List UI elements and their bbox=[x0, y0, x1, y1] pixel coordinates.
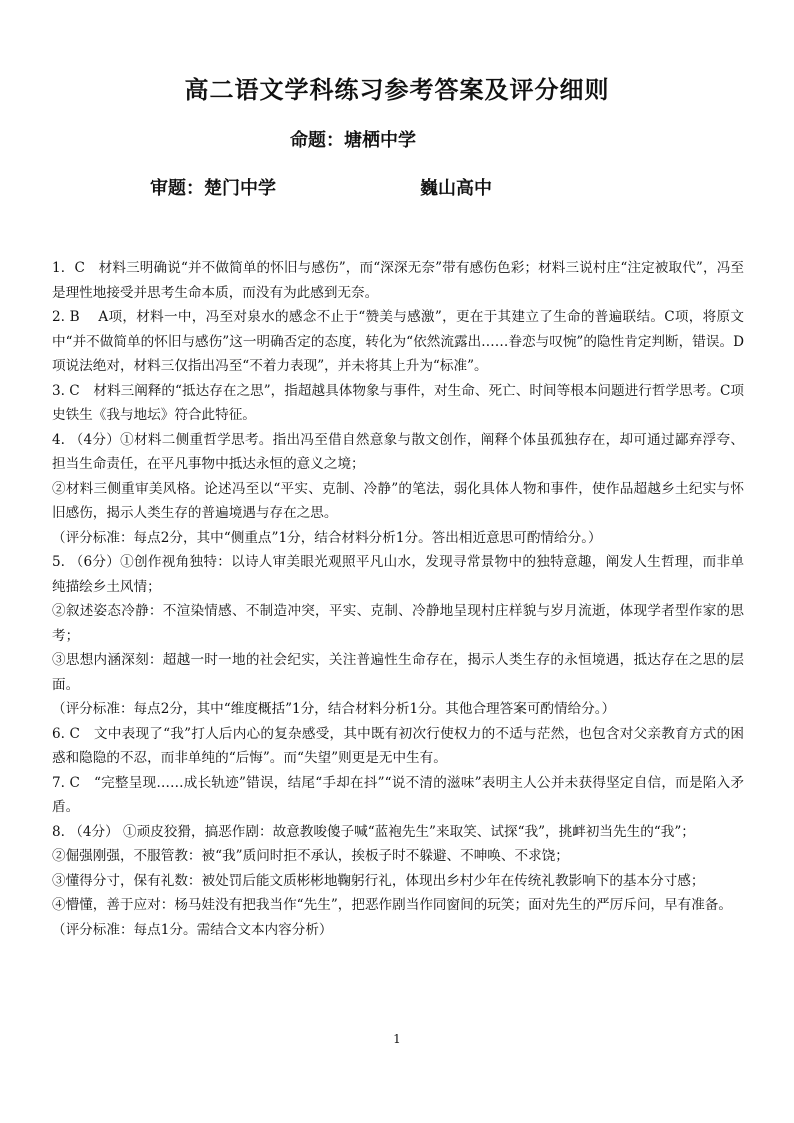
answer-paragraph: 2. B A项，材料一中，冯至对泉水的感念不止于“赞美与感激”，更在于其建立了生命的普遍联结。C项，将原文中“并不做简单的怀旧与感伤”这一明确否定的态度，转化为“依然流露出……眷恋与叹惋”的隐性肯定判断，错误。D项说法绝对，材料三仅指出冯至“不着力表现”，并未将其上升为“标准”。 bbox=[52, 309, 744, 374]
answer-paragraph: 3. C 材料三阐释的“抵达存在之思”，指超越具体物象与事件，对生命、死亡、时间等根本问题进行哲学思考。C项史铁生《我与地坛》符合此特征。 bbox=[52, 382, 744, 423]
author-line: 命题：塘栖中学 bbox=[290, 130, 416, 151]
answer-paragraph: 1．C 材料三明确说“并不做简单的怀旧与感伤”，而“深深无奈”带有感伤色彩；材料三说村庄“注定被取代”，冯至是理性地接受并思考生命本质，而没有为此感到无奈。 bbox=[52, 260, 744, 301]
document-title: 高二语文学科练习参考答案及评分细则 bbox=[184, 76, 610, 104]
answer-paragraph: 5. （6分）①创作视角独特：以诗人审美眼光观照平凡山水，发现寻常景物中的独特意趣，阐发人生哲理，而非单纯描绘乡土风情； bbox=[52, 554, 744, 595]
reviewer-school-1: 审题：楚门中学 bbox=[150, 178, 276, 199]
answer-paragraph: ②叙述姿态冷静：不渲染情感、不制造冲突，平实、克制、冷静地呈现村庄样貌与岁月流逝，体现学者型作家的思考； bbox=[52, 603, 744, 644]
answer-paragraph: 8. （4分） ①顽皮狡猾，搞恶作剧：故意教唆傻子喊“蓝袍先生”来取笑、试探“我”，挑衅初当先生的“我”； bbox=[52, 823, 695, 840]
page-number: 1 bbox=[393, 1032, 401, 1046]
answer-paragraph: ②倔强刚强，不服管教：被“我”质问时拒不承认，挨板子时不躲避、不呻唤、不求饶； bbox=[52, 848, 569, 864]
scoring-note: （评分标准：每点2分，其中“侧重点”1分，结合材料分析1分。答出相近意思可酌情给分。） bbox=[52, 529, 602, 546]
answer-paragraph: ③思想内涵深刻：超越一时一地的社会纪实，关注普遍性生命存在，揭示人类生存的永恒境遇，抵达存在之思的层面。 bbox=[52, 652, 744, 693]
scoring-note: （评分标准：每点2分，其中“维度概括”1分，结合材料分析1分。其他合理答案可酌情给分。） bbox=[52, 701, 616, 717]
answer-list bbox=[52, 256, 744, 942]
answer-paragraph: ④懵懂，善于应对：杨马娃没有把我当作“先生”，把恶作剧当作同窗间的玩笑；面对先生的严厉斥问，早有准备。 bbox=[52, 897, 732, 913]
answer-paragraph: 4. （4分）①材料二侧重哲学思考。指出冯至借自然意象与散文创作，阐释个体虽孤独存在，却可通过鄙弃浮夸、担当生命责任，在平凡事物中抵达永恒的意义之境； bbox=[52, 431, 744, 472]
answer-paragraph: 6. C 文中表现了“我”打人后内心的复杂感受，其中既有初次行使权力的不适与茫然，也包含对父亲教育方式的困惑和隐隐的不忍，而非单纯的“后悔”。而“失望”则更是无中生有。 bbox=[52, 725, 744, 766]
answer-paragraph: ③懂得分寸，保有礼数：被处罚后能文质彬彬地鞠躬行礼，体现出乡村少年在传统礼教影响下的基本分寸感； bbox=[52, 872, 705, 889]
answer-paragraph: 7. C “完整呈现……成长轨迹”错误，结尾“手却在抖”“说不清的滋味”表明主人公并未获得坚定自信，而是陷入矛盾。 bbox=[52, 774, 744, 815]
reviewer-line bbox=[150, 174, 492, 200]
reviewer-school-2: 巍山高中 bbox=[420, 178, 492, 199]
answer-paragraph: ②材料三侧重审美风格。论述冯至以“平实、克制、冷静”的笔法，弱化具体人物和事件，使作品超越乡土纪实与怀旧感伤，揭示人类生存的普遍境遇与存在之思。 bbox=[52, 480, 744, 521]
scoring-note: （评分标准：每点1分。需结合文本内容分析） bbox=[52, 921, 333, 938]
